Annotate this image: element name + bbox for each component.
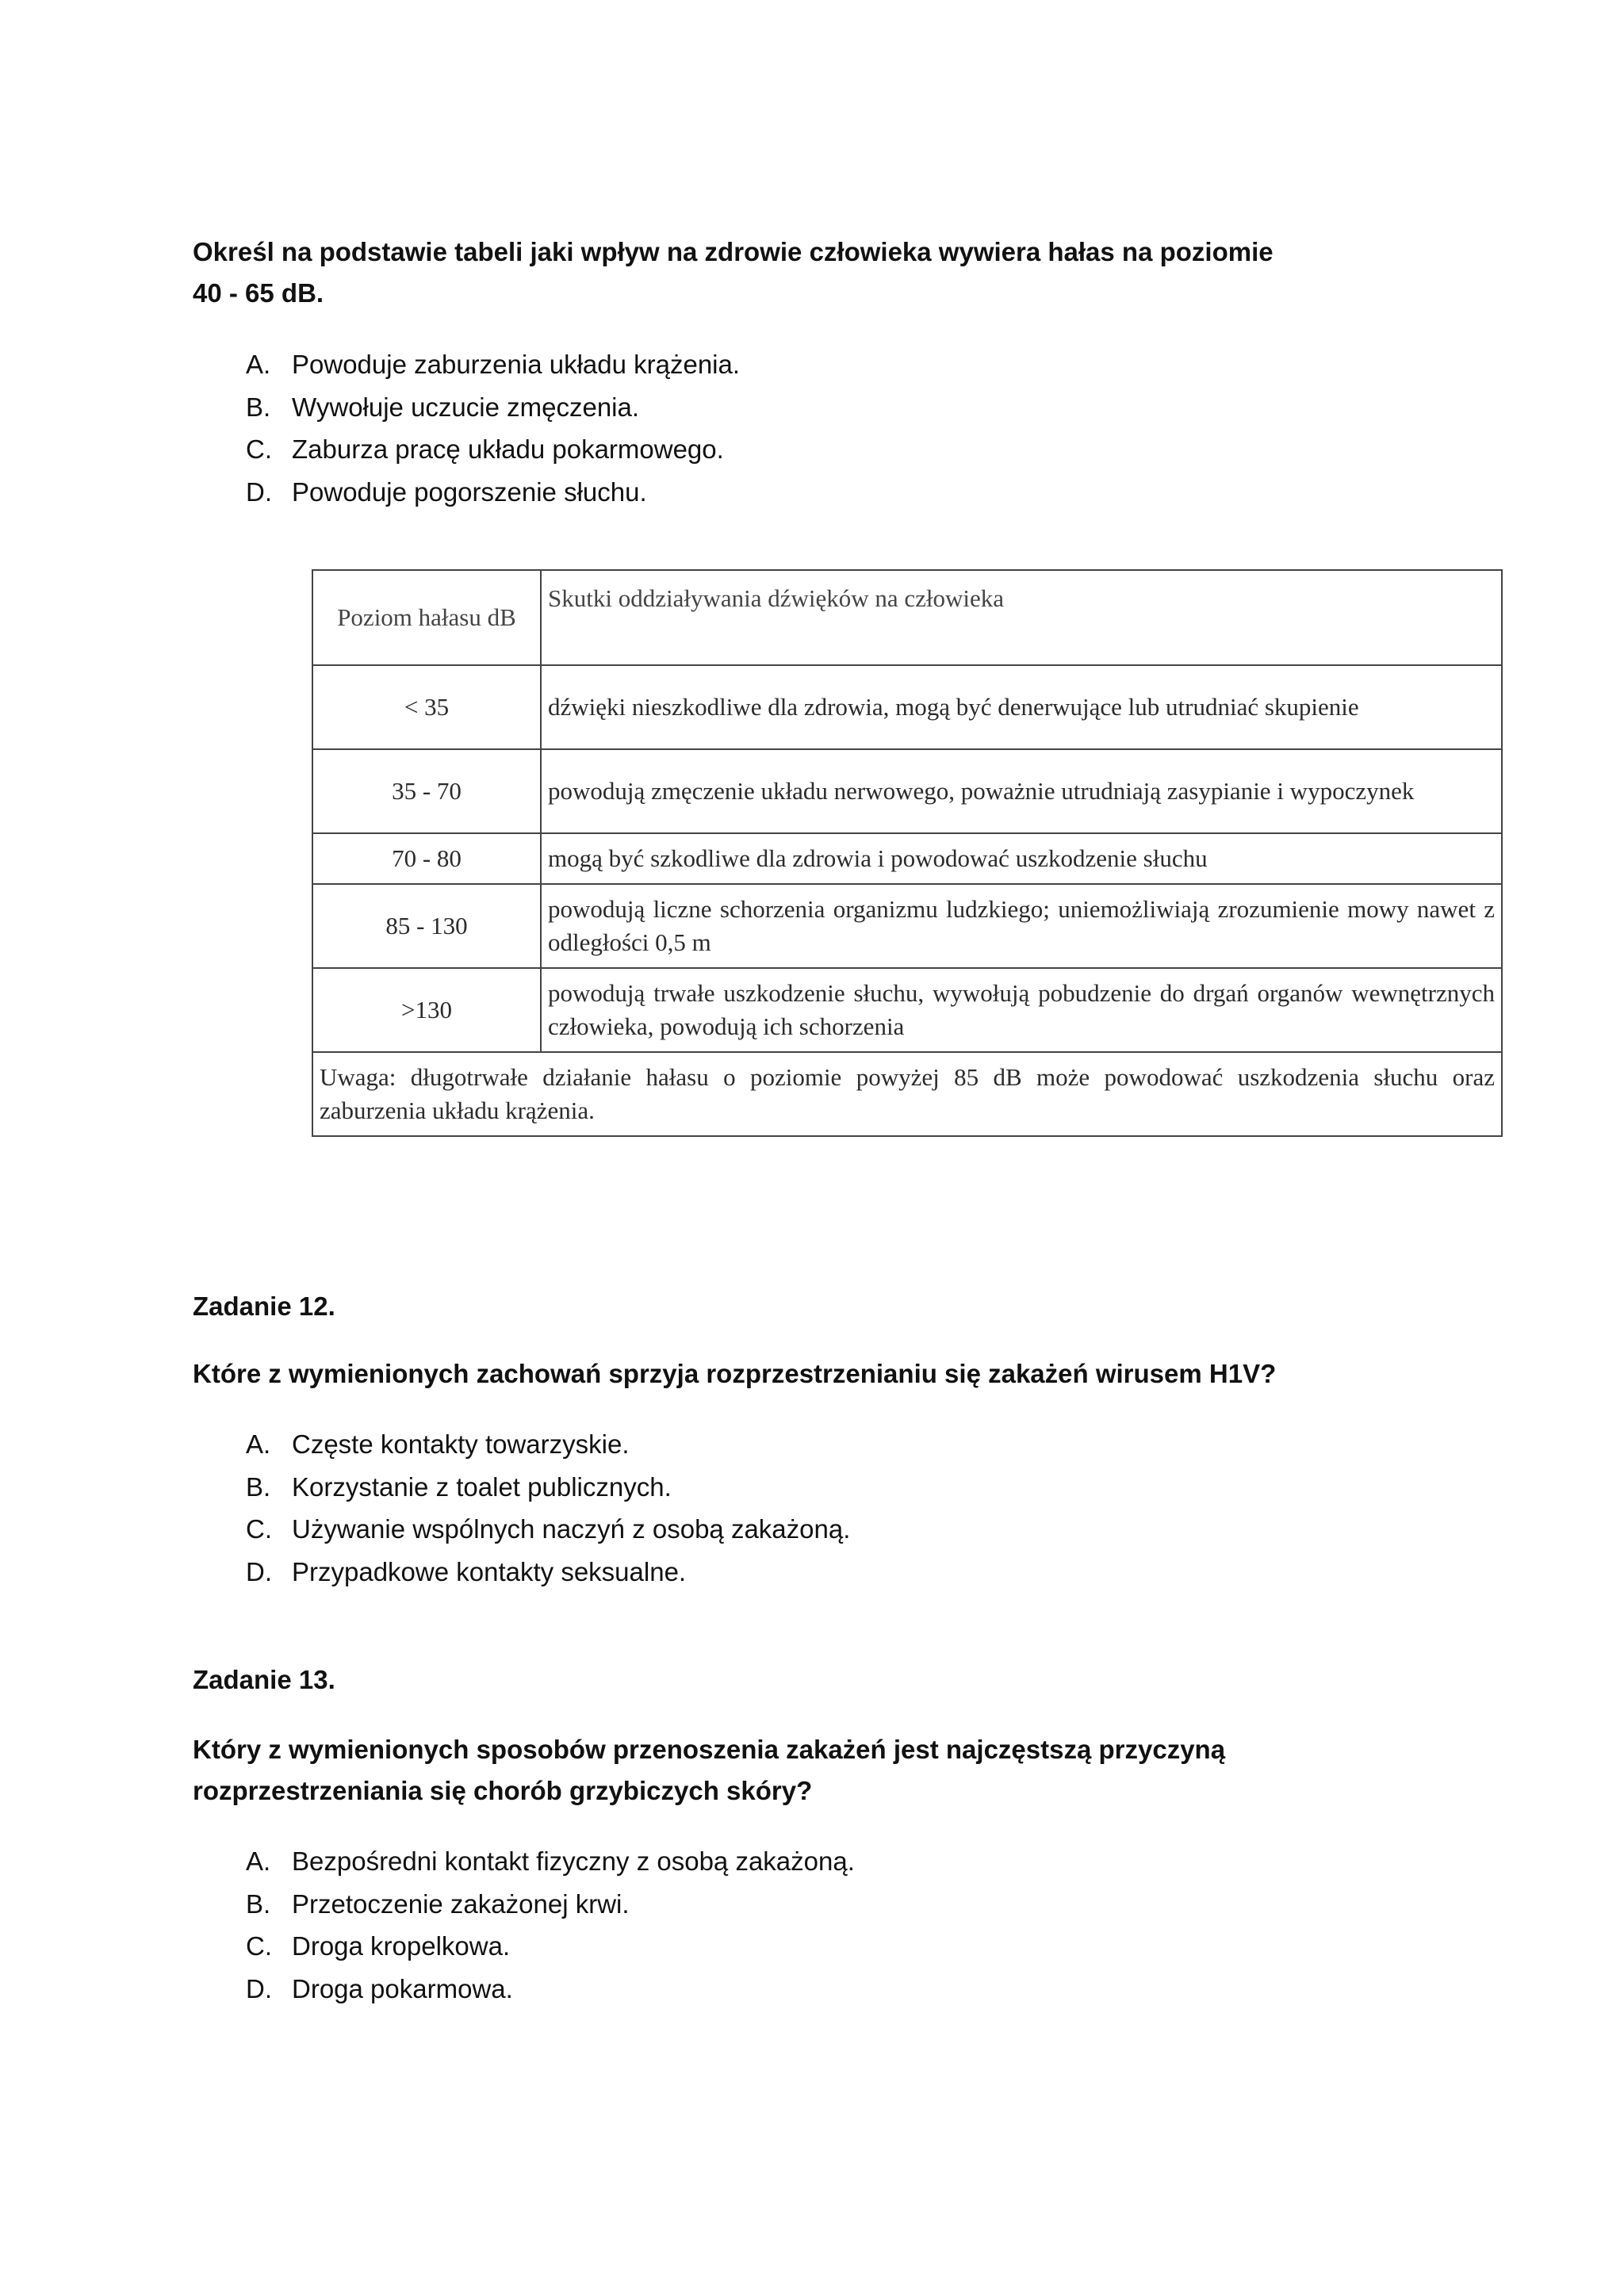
noise-level-cell: 35 - 70 [312,749,541,833]
zadanie-12-question: Które z wymienionych zachowań sprzyja rozprzestrzenianiu się zakażeń wirusem H1V? [193,1359,1277,1388]
noise-level-cell: 85 - 130 [312,884,541,968]
answer-option [246,1883,855,1926]
noise-effect-cell: mogą być szkodliwe dla zdrowia i powodować uszkodzenie słuchu [541,833,1502,884]
question-11-answers [246,343,740,513]
noise-effect-cell: powodują zmęczenie układu nerwowego, poważnie utrudniają zasypianie i wypoczynek [541,749,1502,833]
noise-level-cell: >130 [312,968,541,1052]
answer-option [246,1840,855,1883]
zadanie-13-heading: Zadanie 13. [193,1665,335,1694]
noise-effects-table [312,569,1503,1137]
answer-text: Powoduje zaburzenia układu krążenia. [292,350,741,379]
question-11-title-line2: 40 - 65 dB. [193,278,324,308]
answer-option [246,1423,850,1466]
answer-letter: C. [246,434,272,464]
answer-letter: D. [246,1973,272,2003]
header-noise-effect: Skutki oddziaływania dźwięków na człowieka [541,570,1502,665]
noise-effect-cell: powodują liczne schorzenia organizmu ludzkiego; uniemożliwiają zrozumienie mowy nawet z odległości 0,5 m [541,884,1502,968]
answer-letter: C. [246,1514,272,1544]
question-11-title-line1: Określ na podstawie tabeli jaki wpływ na zdrowie człowieka wywiera hałas na poziomie [193,237,1274,266]
noise-level-cell: < 35 [312,665,541,749]
table-row [312,749,1502,833]
answer-text: Bezpośredni kontakt fizyczny z osobą zakażoną. [292,1846,855,1876]
answer-letter: B. [246,392,271,422]
table-row [312,884,1502,968]
answer-text: Częste kontakty towarzyskie. [292,1429,630,1459]
answer-option [246,1925,855,1968]
answer-option [246,1551,850,1594]
answer-letter: D. [246,476,272,507]
answer-text: Droga kropelkowa. [292,1931,511,1961]
answer-text: Przypadkowe kontakty seksualne. [292,1556,687,1586]
zadanie-12-answers [246,1423,850,1593]
noise-effect-cell: powodują trwałe uszkodzenie słuchu, wywołują pobudzenie do drgań organów wewnętrznych człowieka, powodują ich schorzenia [541,968,1502,1052]
answer-text: Używanie wspólnych naczyń z osobą zakażoną. [292,1514,851,1544]
noise-level-cell: 70 - 80 [312,833,541,884]
answer-text: Powoduje pogorszenie słuchu. [292,476,647,507]
zadanie-13-question-line1: Który z wymienionych sposobów przenoszenia zakażeń jest najczęstszą przyczyną [193,1735,1226,1764]
table-note-row [312,1052,1502,1136]
zadanie-13-question [193,1729,1225,1812]
answer-letter: B. [246,1888,271,1919]
answer-text: Wywołuje uczucie zmęczenia. [292,392,640,422]
table-header-row [312,570,1502,665]
answer-letter: B. [246,1471,271,1502]
answer-letter: A. [246,1429,271,1459]
zadanie-13-question-line2: rozprzestrzeniania się chorób grzybiczych skóry? [193,1776,813,1805]
answer-text: Droga pokarmowa. [292,1973,513,2003]
header-noise-level: Poziom hałasu dB [312,570,541,665]
answer-option [246,428,740,471]
answer-option [246,343,740,386]
answer-letter: A. [246,1846,271,1876]
answer-option [246,1466,850,1509]
table-note: Uwaga: długotrwałe działanie hałasu o poziomie powyżej 85 dB może powodować uszkodzenia słuchu oraz zaburzenia układu krążenia. [312,1052,1502,1136]
answer-letter: D. [246,1556,272,1586]
answer-option [246,1508,850,1551]
zadanie-12-heading: Zadanie 12. [193,1292,335,1321]
table-row [312,968,1502,1052]
zadanie-13-answers [246,1840,855,2010]
answer-option [246,1968,855,2011]
answer-text: Przetoczenie zakażonej krwi. [292,1888,630,1919]
table-row [312,665,1502,749]
answer-text: Zaburza pracę układu pokarmowego. [292,434,724,464]
table-row [312,833,1502,884]
question-11-title [193,232,1274,314]
answer-text: Korzystanie z toalet publicznych. [292,1471,672,1502]
answer-letter: A. [246,350,271,379]
answer-letter: C. [246,1931,272,1961]
answer-option [246,471,740,514]
noise-effect-cell: dźwięki nieszkodliwe dla zdrowia, mogą być denerwujące lub utrudniać skupienie [541,665,1502,749]
answer-option [246,386,740,429]
